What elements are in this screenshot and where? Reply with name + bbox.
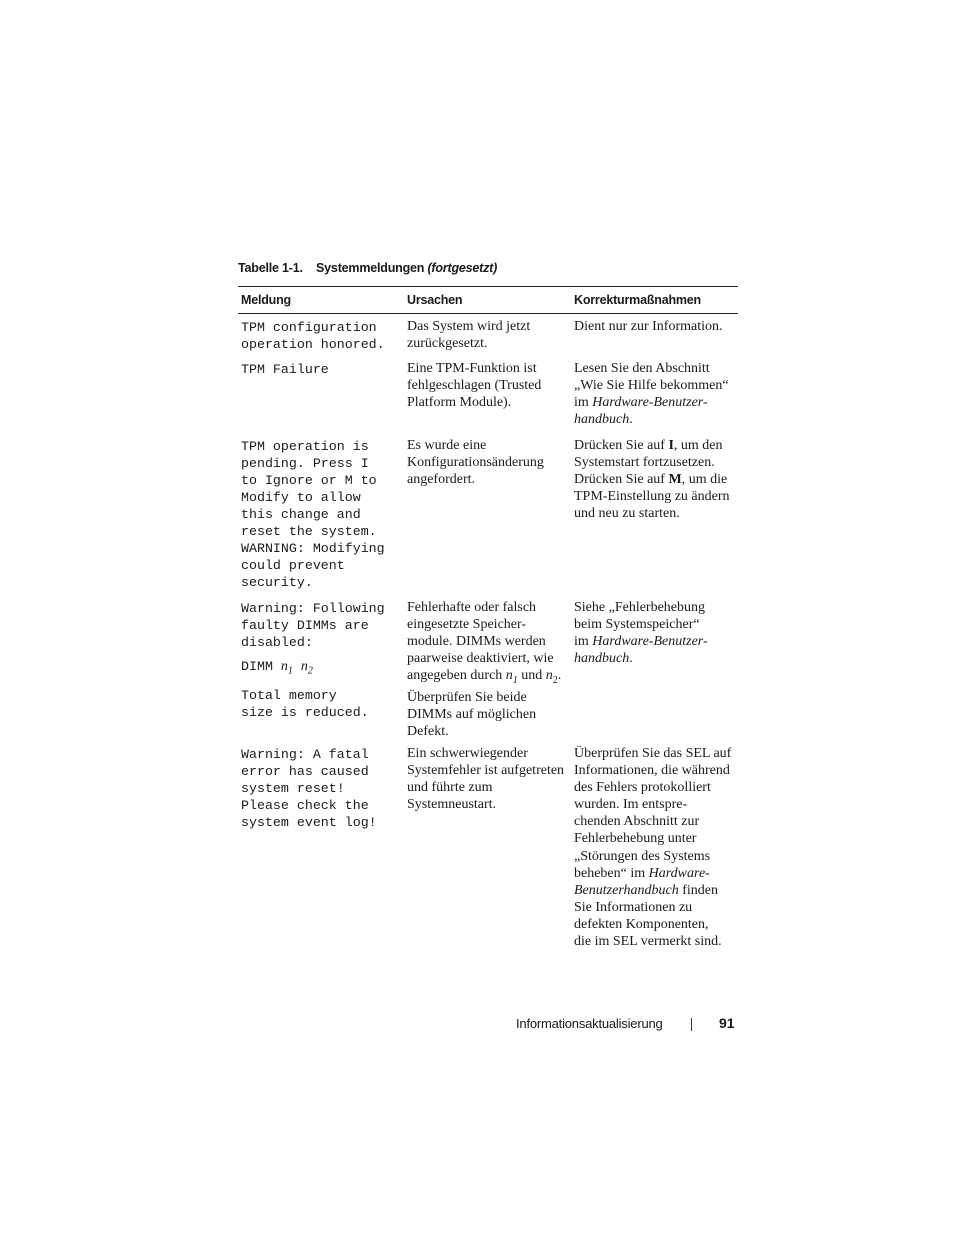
caption-suffix: (fortgesetzt) (427, 261, 498, 275)
row-cause: Das System wird jetzt zurückgesetzt. (407, 319, 531, 352)
row-message: TPM operation is pending. Press I to Ignore or M to Modify to allow this change and reset the system. WARNING: Modifying could prevent security. (241, 439, 385, 590)
message-part: Warning: Following faulty DIMMs are disabled: (241, 601, 385, 650)
message-part: Total memory size is reduced. (241, 687, 369, 720)
row-cause: Fehlerhafte oder falsch eingesetzte Speicher- module. DIMMs werden paarweise deaktiviert, wie angegeben durch $n_1$ und $n_2$. Überprüfen Sie beide DIMMs auf möglichen Defekt. (407, 600, 562, 740)
table-row (238, 360, 738, 437)
manual-reference: Hardware-Benutzer- handbuch (574, 634, 708, 667)
caption-title: Systemmeldungen (316, 261, 425, 275)
row-message: Warning: A fatal error has caused system reset! Please check the system event log! (241, 747, 377, 830)
row-message: TPM Failure (241, 362, 329, 377)
caption-label: Tabelle 1-1. (238, 261, 303, 275)
system-messages-table (238, 286, 738, 950)
row-action: Überprüfen Sie das SEL auf Informationen, die während des Fehlers protokolliert wurden. Im entspre- chenden Abschnitt zur Fehlerbehebung unter „Störungen des Systems beheben“ im Hardware- Benutzerhandbuch finden Sie Informationen zu defekten Komponenten, die im SEL vermerkt sind. (574, 746, 732, 950)
header-cause: Ursachen (407, 293, 463, 307)
manual-reference: Hardware- Benutzerhandbuch (574, 865, 710, 898)
row-action: Drücken Sie auf I, um den Systemstart fortzusetzen. Drücken Sie auf M, um die TPM-Einstellung zu ändern und neu zu starten. (574, 438, 730, 522)
row-action: Siehe „Fehlerbehebung beim Systemspeicher“ im Hardware-Benutzer- handbuch. (574, 600, 708, 667)
row-message: TPM configuration operation honored. (241, 320, 385, 352)
table-header (238, 286, 738, 314)
table-row (238, 318, 738, 360)
row-cause: Es wurde eine Konfigurationsänderung angefordert. (407, 438, 544, 488)
key-m: M (668, 472, 682, 488)
footer-section-title: Informationsaktualisierung (516, 1016, 663, 1031)
table-row (238, 599, 738, 745)
row-message (238, 599, 404, 721)
message-part: DIMM $n_1$ $n_2$ (241, 659, 313, 677)
row-action: Lesen Sie den Abschnitt „Wie Sie Hilfe bekommen“ im Hardware-Benutzer- handbuch. (574, 361, 729, 428)
table-row (238, 437, 738, 599)
footer-separator (691, 1018, 692, 1031)
page-number: 91 (719, 1015, 735, 1031)
table-row (238, 745, 738, 950)
manual-reference: Hardware-Benutzer- handbuch (574, 395, 708, 428)
header-message: Meldung (241, 293, 291, 307)
header-action: Korrekturmaßnahmen (574, 293, 701, 307)
row-cause: Eine TPM-Funktion ist fehlgeschlagen (Trusted Platform Module). (407, 361, 542, 411)
row-action: Dient nur zur Information. (574, 319, 723, 334)
key-i: I (668, 438, 674, 453)
table-caption (238, 261, 497, 275)
row-cause: Ein schwerwiegender Systemfehler ist aufgetreten und führte zum Systemneustart. (407, 746, 565, 813)
